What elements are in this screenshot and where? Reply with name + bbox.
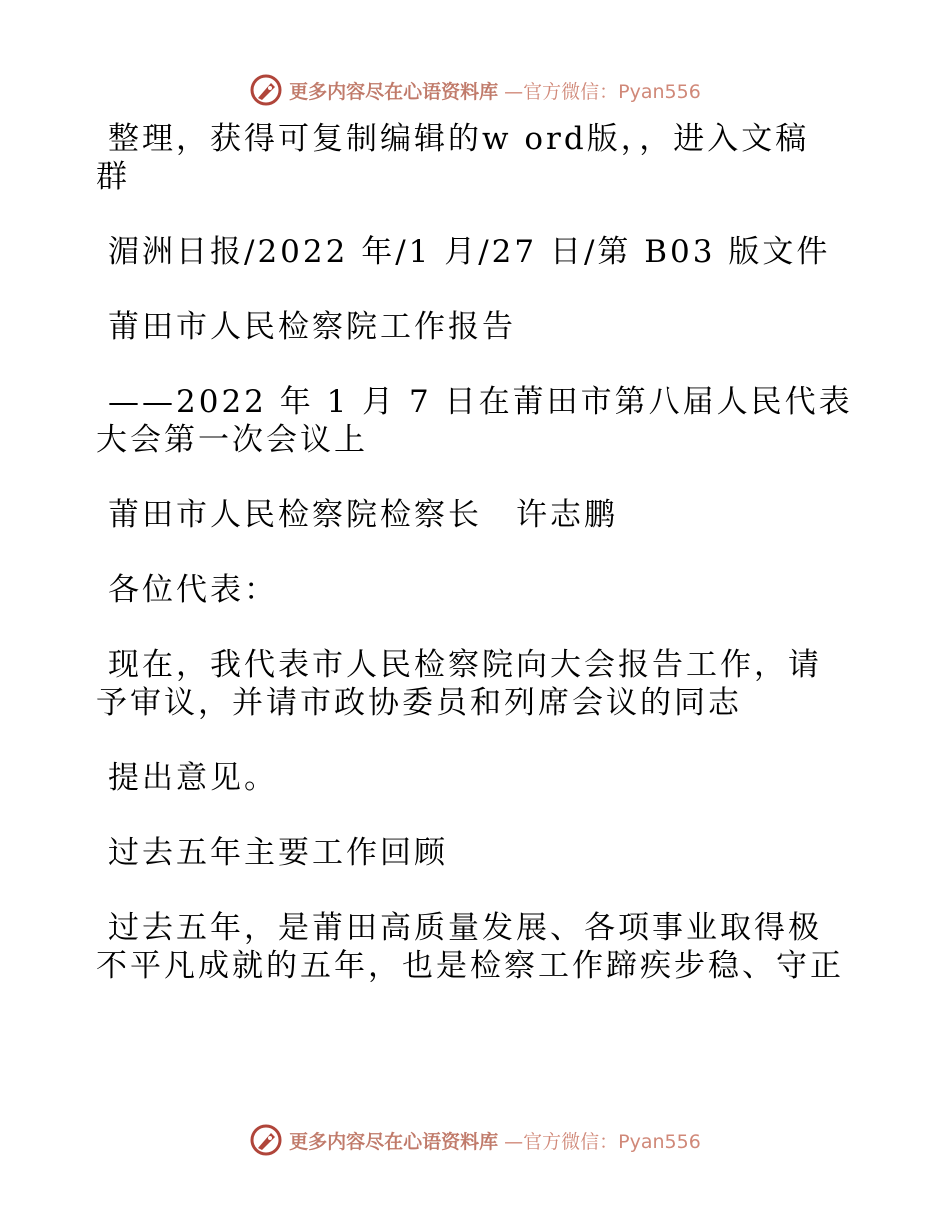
paragraph-source [96,233,856,271]
paragraph-line: 过去五年主要工作回顾 [108,835,448,871]
watermark-contact-text: —官方微信：Pyan556 [504,80,701,103]
paragraph-review [96,909,856,985]
paragraph-line: 现在，我代表市人民检察院向大会报告工作，请 [108,647,822,683]
paragraph-line: ——2022 年 1 月 7 日在莆田市第八届人民代表 [108,384,853,420]
paragraph-salutation [96,571,856,609]
watermark-footer [0,1120,950,1160]
paragraph-line: 过去五年，是莆田高质量发展、各项事业取得极 [108,910,822,946]
paragraph-line: 整理，获得可复制编辑的w ord版，，进入文稿 [108,121,810,157]
paragraph-line: 湄洲日报/2022 年/1 月/27 日/第 B03 版文件 [108,234,831,270]
paragraph-note [96,120,856,196]
paragraph-subtitle [96,383,856,459]
document-body [96,120,856,985]
paragraph-line: 莆田市人民检察院工作报告 [108,309,516,345]
section-heading [96,834,856,872]
paragraph-line: 各位代表： [108,572,278,608]
paragraph-intro-end [96,759,856,797]
watermark-brand-text: 更多内容尽在心语资料库 [289,80,499,103]
pen-nib-logo-icon [249,1123,283,1157]
paragraph-title [96,308,856,346]
paragraph-line: 莆田市人民检察院检察长 许志鹏 [108,497,618,533]
paragraph-line: 予审议，并请市政协委员和列席会议的同志 [96,685,742,721]
watermark-contact-text: —官方微信：Pyan556 [504,1130,701,1153]
paragraph-intro [96,646,856,722]
watermark-brand-text: 更多内容尽在心语资料库 [289,1130,499,1153]
paragraph-author [96,496,856,534]
pen-nib-logo-icon [249,73,283,107]
watermark-header [0,70,950,110]
paragraph-line: 不平凡成就的五年，也是检察工作蹄疾步稳、守正 [96,948,844,984]
paragraph-line: 大会第一次会议上 [96,422,368,458]
paragraph-line: 提出意见。 [108,760,278,796]
paragraph-line: 群 [96,159,130,195]
